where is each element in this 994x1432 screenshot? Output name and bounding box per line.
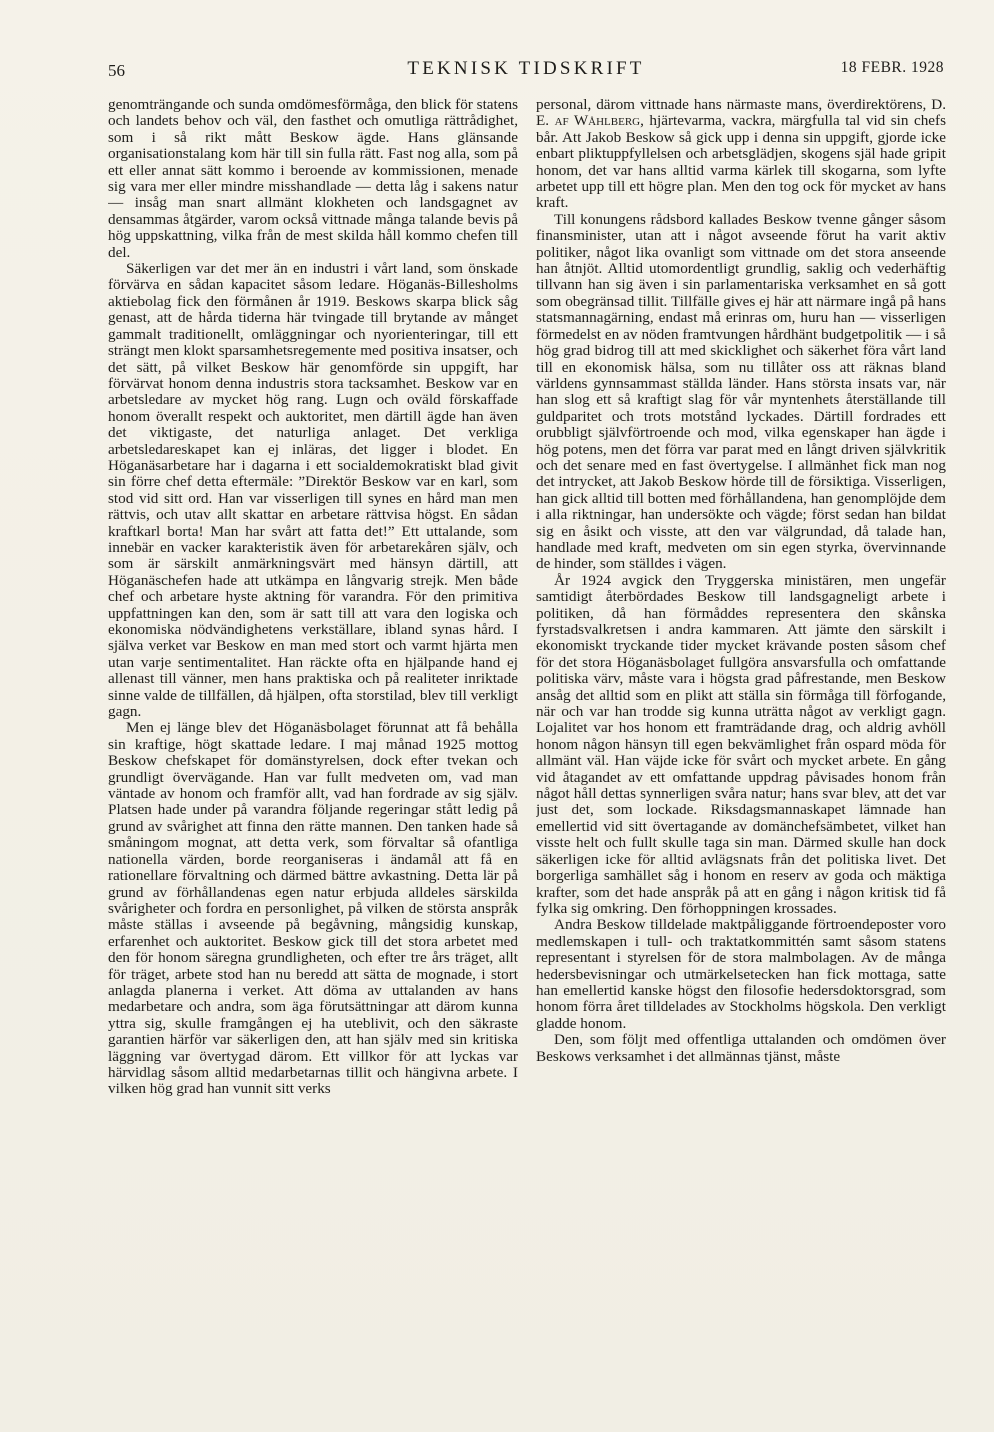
paragraph — [536, 97, 946, 212]
text-run: , hjärtevarma, vackra, märgfulla tal vid sin chefs bår. Att Jakob Beskow så gick upp i denna sin uppgift, gjorde icke enbart pliktuppfyllelsen och arbetsglädjen, skogens själ hade gripit honom, det var hans alltid varma kärlek till skogarna, som lyfte arbetet upp till ett högre plan. Men den tog ock för mycket av hans kraft. — [536, 112, 946, 212]
paragraph: Den, som följt med offentliga uttalanden och omdömen över Beskows verksamhet i det allmännas tjänst, måste — [536, 1031, 946, 1065]
paragraph: År 1924 avgick den Tryggerska ministären, men ungefär samtidigt återbördades Beskow till landsgagneligt arbete i politiken, då han förmåddes representera den skånska fyrstadsvalkretsen i andra kammaren. Att jämte den särskilt i ekonomiskt tryckande tider mycket krävande posten såsom chef för det stora Höganäsbolaget fullgöra ansvarsfulla och omfattande politiska värv, måste vara i högsta grad påfrestande, men Beskow ansåg det alltid som en plikt att ställa sin förmåga till förfogande, när och var han trodde sig kunna uträtta något av verkligt gagn. Lojalitet var hos honom ett framträdande drag, och aldrig avhöll honom någon hänsyn till egen bekvämlighet från ospard möda för allmänt väl. Han väjde icke för svårt och mycket arbete. En gång vid åtagandet av ett omfattande uppdrag påvisades honom från något håll dettas synnerligen svåra natur; hans svar blev, att det var just det, som lockade. Riksdagsmannaskapet lämnade han emellertid vid sitt övertagande av domänchefsämbetet, vilket han visste helt och fullt skulle taga sin man. Därmed skulle han dock säkerligen icke för alltid avlägsnats från det politiska livet. Det borgerliga samhället såg i honom en reserv av goda och mäktiga krafter, som det hade anspråk på att en gång i någon kritisk tid få fylka sig omkring. Den förhoppningen krossades. — [536, 571, 946, 917]
person-name: af Wåhlberg — [554, 112, 641, 130]
left-column — [108, 97, 518, 1347]
paragraph: genomträngande och sunda omdömesförmåga, den blick för statens och landets behov och väl, den fasthet och omutliga rättrådighet, som i så rikt mått Beskow ägde. Hans glänsande organisationstalang kom här till sin fulla rätt. Fast nog alla, som på ett eller annat sätt kommo i beroende av kommissionen, menade sig vara mer eller mindre misshandlade — detta låg i sakens natur — insåg man snart allmänt klokheten och landsgagnet av densammas åtgärder, varom också vittnade många talande bevis på hög uppskattning, vilka från de mest skilda håll kommo chefen till del. — [108, 97, 518, 261]
right-column — [536, 97, 946, 1347]
paragraph: Till konungens rådsbord kallades Beskow tvenne gånger såsom finansminister, utan att i något avseende förut ha varit aktiv politiker, något lika ovanligt som vittnade om det stora anseende han åtnjöt. Alltid utomordentligt grundlig, saklig och vederhäftig tillvann han sig även i sin parlamentariska verksamhet en så gott som obegränsad tillit. Tillfälle gives ej här att närmare ingå på hans statsmannagärning, endast må erinras om, huru han — visserligen förmedelst en av nöden framtvungen hårdhänt budgetpolitik — i så hög grad bidrog till att med skicklighet och säkerhet föra vårt land till en ekonomisk hälsa, som nu tillåter oss att räknas bland världens gynnsammast ställda länder. Hans största insats var, när han slog ett så kraftigt slag för vår myntenhets återställande till guldparitet och trots motstånd lyckades. Därtill fordrades ett orubbligt självförtroende och mod, vilka egenskaper han ägde i hög potens, men det förra var parat med en långt driven självkritik och det senare med en fast övertygelse. I allmänhet fick man nog det intrycket, att Jakob Beskow hörde till de försiktiga. Visserligen, han gick alltid till botten med förhållandena, han genomplöjde dem i alla riktningar, han undersökte och vägde; först sedan han bildat sig en åsikt och visste, att den var välgrundad, då talade han, handlade med kraft, medveten om sin egen styrka, övervinnande de hinder, som ställdes i vägen. — [536, 210, 946, 573]
page-number: 56 — [108, 61, 125, 80]
text-run: personal, därom vittnade hans närmaste mans, överdirektörens, D. E. — [536, 97, 946, 130]
paragraph: Andra Beskow tilldelade maktpåliggande förtroendeposter voro medlemskapen i tull- och traktatkommittén samt såsom statens representant i styrelsen för de stora malmbolagen. Av de många hedersbevisningar och utmärkelsetecken han fick mottaga, satte han emellertid kanske högst den filosofie hedersdoktorsgrad, som honom förra året tilldelades av Stockholms högskola. Den verkligt gladde honom. — [536, 916, 946, 1032]
paragraph: Säkerligen var det mer än en industri i vårt land, som önskade förvärva en sådan kapacitet såsom ledare. Höganäs-Billesholms aktiebolag fick den förmånen år 1919. Beskows skarpa blick såg genast, att de hårda tiderna här tvingade till brytande av månget gammalt traditionellt, omläggningar och nyorienteringar, till ett strängt men klokt sparsamhetsregemente med positiva insatser, och det sätt, på vilket Beskow här genomförde sin uppgift, har förvärvat honom denna industris stora tacksamhet. Beskow var en arbetsledare av mycket hög rang. Lugn och oväld förskaffade honom överallt respekt och auktoritet, men därtill ägde han även det viktigaste, det naturliga anlaget. Det verkliga arbetsledareskapet kan ej inläras, det ligger i blodet. En Höganäsarbetare har i dagarna i ett socialdemokratiskt blad givit sin förre chef detta eftermäle: ”Direktör Beskow var en karl, som stod vid sitt ord. Han var visserligen till synes en hård man men rättvis, och utav allt skattar en arbetare rättvisa högst. En sådan kraftkarl borta! Man har svårt att fatta det!” Ett uttalande, som innebär en vacker karakteristik även för arbetarekåren själv, och som är särskilt anmärkningsvärt med hänsyn därtill, att Höganäschefen hade att utkämpa en långvarig strejk. Men både chef och arbetare hyste aktning för varandra. För den primitiva uppfattningen kan den, som är satt till att vara den logiska och ekonomiska nödvändighetens verkställare, ibland synas hård. I själva verket var Beskow en man med stort och varmt hjärta men utan varje sentimentalitet. Han räckte ofta en hjälpande hand ej allenast till vänner, men hans praktiska och på realiteter inriktade sinne valde de tillfällen, då hjälpen, ofta storstilad, blev till verkligt gagn. — [108, 260, 518, 721]
issue-date: 18 FEBR. 1928 — [840, 59, 944, 76]
journal-title: TEKNISK TIDSKRIFT — [407, 58, 645, 79]
paragraph: Men ej länge blev det Höganäsbolaget förunnat att få behålla sin kraftige, högt skattade ledare. I maj månad 1925 mottog Beskow chefskapet för domänstyrelsen, dock efter tvekan och grundligt övervägande. Han var fullt medveten om, vad man väntade av honom och framför allt, vad han fordrade av sig själv. Platsen hade under på varandra följande regeringar stått ledig på grund av svårighet att finna den rätte mannen. Den tanken hade så småningom mognat, att detta verk, som förvaltar så ofantliga nationella värden, borde reorganiseras i ändamål att få en rationellare förvaltning och därmed bättre avkastning. Detta lär på grund av förhållandenas egen natur erbjuda alldeles särskilda svårigheter och fordra en personlighet, på vilken de största anspråk måste ställas i avseende på begåvning, mångsidig kunskap, erfarenhet och auktoritet. Beskow gick till det stora arbetet med den för honom säregna grundligheten, och efter tre års träget, allt för träget, arbete stod han nu beredd att sätta de mognade, i stort anlagda planerna i verket. Att döma av uttalanden av hans medarbetare och andra, som äga förutsättningar att därom kunna yttra sig, skulle framgången ej ha uteblivit, och den säkraste garantien härför var säkerligen den, att han själv med sin kritiska läggning var övertygad därom. Ett villkor för att lyckas var härvidlag såsom alltid medarbetarnas tillit och hängivna arbete. I vilken hög grad han vunnit sitt verks — [108, 719, 518, 1098]
page-header — [108, 55, 944, 85]
